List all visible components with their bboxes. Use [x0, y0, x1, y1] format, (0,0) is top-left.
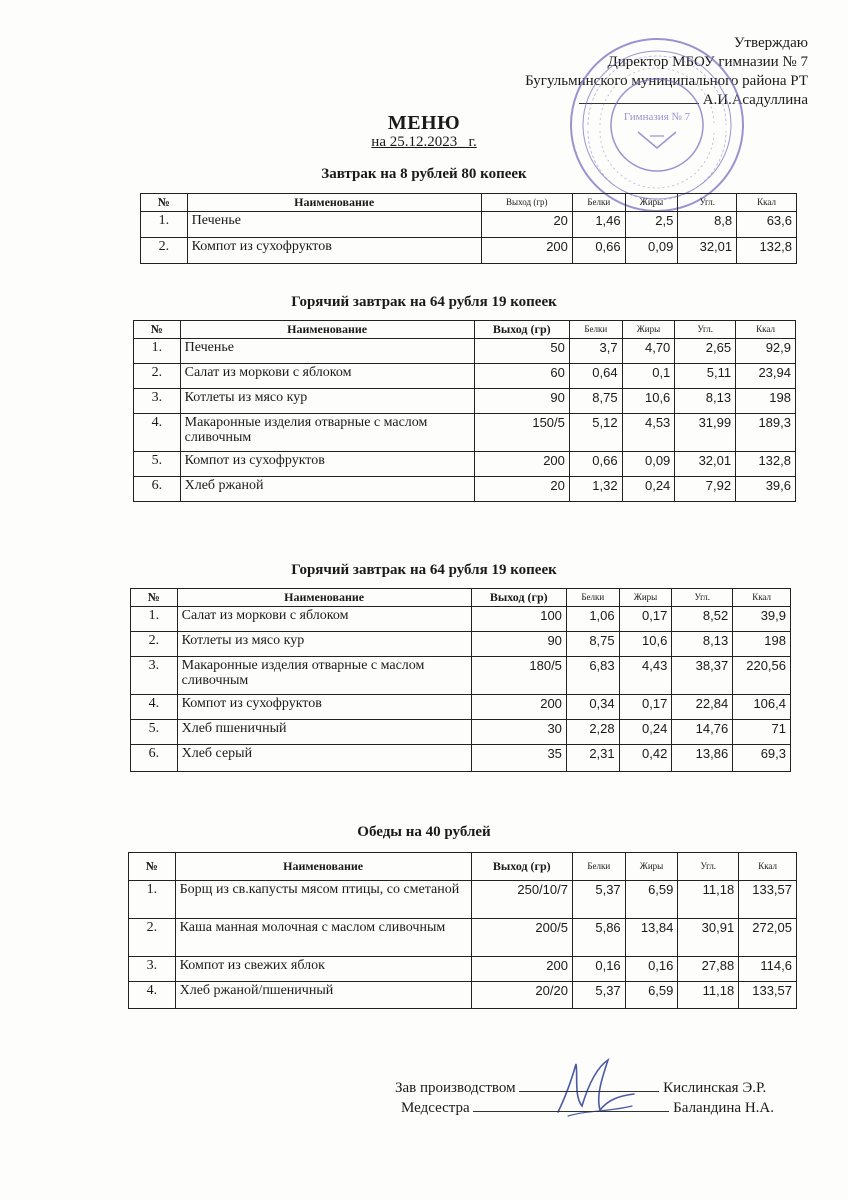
- row-protein: 5,12: [569, 414, 622, 452]
- row-num: 2.: [131, 632, 178, 657]
- row-fat: 0,1: [622, 364, 675, 389]
- col-name: Наименование: [187, 194, 481, 212]
- row-carbs: 5,11: [675, 364, 736, 389]
- row-carbs: 31,99: [675, 414, 736, 452]
- row-kcal: 220,56: [733, 657, 791, 695]
- row-output: 20: [481, 212, 572, 238]
- row-name: Хлеб ржаной: [180, 477, 474, 502]
- table-row: [131, 745, 791, 772]
- row-num: 1.: [141, 212, 188, 238]
- row-kcal: 39,9: [733, 607, 791, 632]
- row-carbs: 11,18: [678, 881, 739, 919]
- row-protein: 0,66: [569, 452, 622, 477]
- footer-signatures: [395, 1078, 774, 1118]
- row-num: 1.: [131, 607, 178, 632]
- table-header-row: [134, 321, 796, 339]
- approval-label: Утверждаю: [733, 35, 808, 51]
- row-fat: 0,42: [619, 745, 672, 772]
- col-num: №: [141, 194, 188, 212]
- row-protein: 3,7: [569, 339, 622, 364]
- row-output: 30: [471, 720, 566, 745]
- row-output: 100: [471, 607, 566, 632]
- row-carbs: 8,52: [672, 607, 733, 632]
- table-row: [131, 607, 791, 632]
- row-output: 200: [471, 957, 572, 982]
- row-kcal: 92,9: [736, 339, 796, 364]
- col-kcal: Ккал: [733, 589, 791, 607]
- col-carbs: Угл.: [672, 589, 733, 607]
- menu-date: на 25.12.2023_ г.: [371, 134, 477, 150]
- row-protein: 0,64: [569, 364, 622, 389]
- row-num: 4.: [131, 695, 178, 720]
- col-num: №: [134, 321, 181, 339]
- row-fat: 0,09: [622, 452, 675, 477]
- row-carbs: 8,13: [672, 632, 733, 657]
- col-name: Наименование: [180, 321, 474, 339]
- row-carbs: 2,65: [675, 339, 736, 364]
- signature-line: [519, 1091, 659, 1092]
- row-num: 5.: [131, 720, 178, 745]
- section-title: Обеды на 40 рублей: [357, 824, 491, 840]
- col-protein: Белки: [569, 321, 622, 339]
- row-name: Хлеб серый: [177, 745, 471, 772]
- col-protein: Белки: [572, 853, 625, 881]
- row-output: 200: [474, 452, 569, 477]
- row-num: 4.: [129, 982, 176, 1009]
- col-output: Выход (гр): [471, 589, 566, 607]
- row-output: 250/10/7: [471, 881, 572, 919]
- row-carbs: 30,91: [678, 919, 739, 957]
- col-name: Наименование: [177, 589, 471, 607]
- row-fat: 4,43: [619, 657, 672, 695]
- col-num: №: [129, 853, 176, 881]
- row-fat: 13,84: [625, 919, 678, 957]
- row-carbs: 32,01: [675, 452, 736, 477]
- row-kcal: 198: [733, 632, 791, 657]
- col-fat: Жиры: [622, 321, 675, 339]
- section-title: Завтрак на 8 рублей 80 копеек: [321, 166, 527, 182]
- col-kcal: Ккал: [737, 194, 797, 212]
- row-protein: 2,31: [566, 745, 619, 772]
- row-carbs: 13,86: [672, 745, 733, 772]
- menu-table-lunch: [128, 852, 797, 1009]
- row-name: Печенье: [187, 212, 481, 238]
- table-row: [131, 720, 791, 745]
- table-row: [134, 389, 796, 414]
- row-name: Компот из сухофруктов: [187, 238, 481, 264]
- table-row: [131, 695, 791, 720]
- table-row: [134, 477, 796, 502]
- row-protein: 8,75: [566, 632, 619, 657]
- row-kcal: 114,6: [739, 957, 797, 982]
- col-fat: Жиры: [625, 194, 678, 212]
- table-row: [129, 957, 797, 982]
- row-name: Каша манная молочная с маслом сливочным: [175, 919, 471, 957]
- row-carbs: 27,88: [678, 957, 739, 982]
- row-kcal: 69,3: [733, 745, 791, 772]
- row-fat: 10,6: [622, 389, 675, 414]
- row-output: 35: [471, 745, 566, 772]
- row-fat: 0,24: [622, 477, 675, 502]
- table-row: [141, 212, 797, 238]
- row-num: 6.: [131, 745, 178, 772]
- row-carbs: 22,84: [672, 695, 733, 720]
- row-output: 180/5: [471, 657, 566, 695]
- row-num: 4.: [134, 414, 181, 452]
- table-row: [131, 632, 791, 657]
- row-carbs: 14,76: [672, 720, 733, 745]
- table-header-row: [129, 853, 797, 881]
- row-kcal: 189,3: [736, 414, 796, 452]
- row-fat: 4,70: [622, 339, 675, 364]
- row-num: 5.: [134, 452, 181, 477]
- row-protein: 0,34: [566, 695, 619, 720]
- row-name: Макаронные изделия отварные с маслом сливочным: [180, 414, 474, 452]
- row-kcal: 132,8: [737, 238, 797, 264]
- row-output: 150/5: [474, 414, 569, 452]
- row-fat: 0,09: [625, 238, 678, 264]
- row-protein: 1,06: [566, 607, 619, 632]
- row-kcal: 39,6: [736, 477, 796, 502]
- row-name: Макаронные изделия отварные с маслом сливочным: [177, 657, 471, 695]
- row-carbs: 32,01: [678, 238, 737, 264]
- row-carbs: 11,18: [678, 982, 739, 1009]
- col-output: Выход (гр): [471, 853, 572, 881]
- row-output: 90: [471, 632, 566, 657]
- row-fat: 6,59: [625, 982, 678, 1009]
- page-title: МЕНЮ: [387, 112, 461, 134]
- row-fat: 4,53: [622, 414, 675, 452]
- row-name: Салат из моркови с яблоком: [180, 364, 474, 389]
- row-name: Печенье: [180, 339, 474, 364]
- row-kcal: 23,94: [736, 364, 796, 389]
- row-kcal: 198: [736, 389, 796, 414]
- director-name: А.И.Асадуллина: [702, 92, 808, 108]
- footer-line-1: [395, 1078, 774, 1098]
- row-name: Хлеб пшеничный: [177, 720, 471, 745]
- row-protein: 8,75: [569, 389, 622, 414]
- col-carbs: Угл.: [675, 321, 736, 339]
- table-row: [141, 238, 797, 264]
- row-fat: 0,16: [625, 957, 678, 982]
- row-fat: 6,59: [625, 881, 678, 919]
- row-carbs: 8,13: [675, 389, 736, 414]
- row-protein: 1,32: [569, 477, 622, 502]
- row-kcal: 133,57: [739, 982, 797, 1009]
- row-output: 20: [474, 477, 569, 502]
- table-row: [134, 452, 796, 477]
- col-kcal: Ккал: [736, 321, 796, 339]
- row-protein: 2,28: [566, 720, 619, 745]
- row-num: 2.: [129, 919, 176, 957]
- row-num: 2.: [141, 238, 188, 264]
- table-row: [134, 339, 796, 364]
- row-num: 3.: [129, 957, 176, 982]
- name-nurse: Баландина Н.А.: [673, 1100, 775, 1116]
- row-output: 90: [474, 389, 569, 414]
- row-protein: 5,86: [572, 919, 625, 957]
- table-header-row: [131, 589, 791, 607]
- row-name: Хлеб ржаной/пшеничный: [175, 982, 471, 1009]
- col-protein: Белки: [572, 194, 625, 212]
- row-fat: 10,6: [619, 632, 672, 657]
- row-num: 1.: [134, 339, 181, 364]
- footer-line-2: [395, 1098, 774, 1118]
- row-name: Салат из моркови с яблоком: [177, 607, 471, 632]
- table-row: [129, 881, 797, 919]
- section-title: Горячий завтрак на 64 рубля 19 копеек: [291, 294, 557, 310]
- row-name: Борщ из св.капусты мясом птицы, со сметаной: [175, 881, 471, 919]
- row-name: Компот из свежих яблок: [175, 957, 471, 982]
- row-protein: 1,46: [572, 212, 625, 238]
- row-name: Котлеты из мясо кур: [180, 389, 474, 414]
- row-num: 6.: [134, 477, 181, 502]
- row-output: 60: [474, 364, 569, 389]
- row-protein: 5,37: [572, 881, 625, 919]
- row-output: 20/20: [471, 982, 572, 1009]
- row-carbs: 8,8: [678, 212, 737, 238]
- menu-table-breakfast: [140, 193, 797, 264]
- col-fat: Жиры: [625, 853, 678, 881]
- row-kcal: 106,4: [733, 695, 791, 720]
- col-carbs: Угл.: [678, 194, 737, 212]
- row-kcal: 272,05: [739, 919, 797, 957]
- row-fat: 0,17: [619, 695, 672, 720]
- table-header-row: [141, 194, 797, 212]
- role-nurse: Медсестра: [401, 1100, 470, 1116]
- row-protein: 0,16: [572, 957, 625, 982]
- row-protein: 6,83: [566, 657, 619, 695]
- col-num: №: [131, 589, 178, 607]
- role-production-chief: Зав производством: [395, 1080, 516, 1096]
- row-fat: 0,17: [619, 607, 672, 632]
- col-output: Выход (гр): [474, 321, 569, 339]
- row-fat: 2,5: [625, 212, 678, 238]
- row-num: 3.: [134, 389, 181, 414]
- section-title: Горячий завтрак на 64 рубля 19 копеек: [291, 562, 557, 578]
- signature-line: [473, 1111, 669, 1112]
- approval-organization: Бугульминского муниципального района РТ: [525, 73, 808, 89]
- approval-position: Директор МБОУ гимназии № 7: [607, 54, 808, 70]
- row-carbs: 38,37: [672, 657, 733, 695]
- row-output: 50: [474, 339, 569, 364]
- row-name: Котлеты из мясо кур: [177, 632, 471, 657]
- row-kcal: 63,6: [737, 212, 797, 238]
- row-kcal: 133,57: [739, 881, 797, 919]
- menu-table-hot-breakfast-2: [130, 588, 791, 772]
- name-production-chief: Кислинская Э.Р.: [663, 1080, 767, 1096]
- col-protein: Белки: [566, 589, 619, 607]
- row-carbs: 7,92: [675, 477, 736, 502]
- col-name: Наименование: [175, 853, 471, 881]
- table-row: [134, 414, 796, 452]
- row-protein: 0,66: [572, 238, 625, 264]
- table-row: [129, 919, 797, 957]
- row-num: 1.: [129, 881, 176, 919]
- col-kcal: Ккал: [739, 853, 797, 881]
- row-output: 200: [481, 238, 572, 264]
- table-row: [134, 364, 796, 389]
- row-num: 3.: [131, 657, 178, 695]
- row-name: Компот из сухофруктов: [180, 452, 474, 477]
- col-fat: Жиры: [619, 589, 672, 607]
- table-row: [129, 982, 797, 1009]
- row-name: Компот из сухофруктов: [177, 695, 471, 720]
- row-protein: 5,37: [572, 982, 625, 1009]
- col-output: Выход (гр): [481, 194, 572, 212]
- row-output: 200: [471, 695, 566, 720]
- row-kcal: 71: [733, 720, 791, 745]
- table-row: [131, 657, 791, 695]
- menu-table-hot-breakfast-1: [133, 320, 796, 502]
- col-carbs: Угл.: [678, 853, 739, 881]
- stamp-text: Гимназия № 7: [623, 111, 691, 123]
- row-output: 200/5: [471, 919, 572, 957]
- row-num: 2.: [134, 364, 181, 389]
- row-kcal: 132,8: [736, 452, 796, 477]
- row-fat: 0,24: [619, 720, 672, 745]
